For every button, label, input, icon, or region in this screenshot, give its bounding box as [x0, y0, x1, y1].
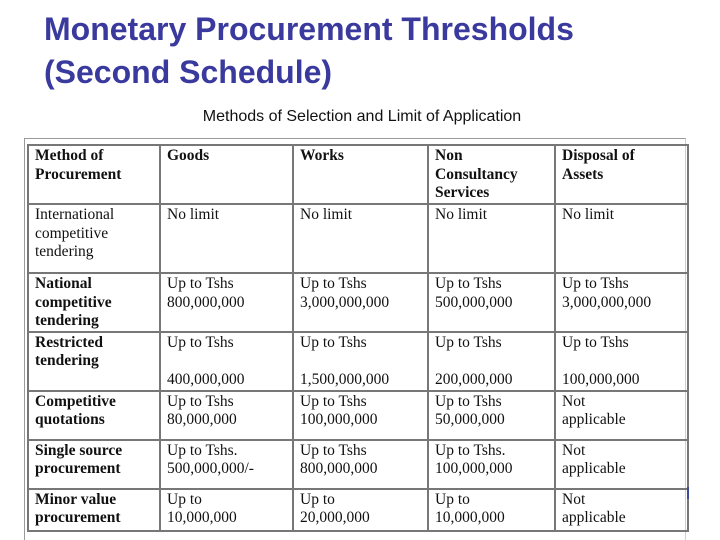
- cell-non-consultancy: Up to Tshs 50,000,000: [428, 391, 555, 440]
- cell-non-consultancy: Up to 10,000,000: [428, 489, 555, 531]
- cell-works: Up to Tshs 3,000,000,000: [293, 273, 428, 332]
- cell-method: Restricted tendering: [28, 332, 160, 391]
- cell-disposal: Up to Tshs 100,000,000: [555, 332, 688, 391]
- cell-works: Up to 20,000,000: [293, 489, 428, 531]
- cell-goods: Up to Tshs. 500,000,000/-: [160, 440, 293, 489]
- cell-method: National competitive tendering: [28, 273, 160, 332]
- header-works: Works: [293, 145, 428, 204]
- cell-goods: Up to Tshs 800,000,000: [160, 273, 293, 332]
- header-goods: Goods: [160, 145, 293, 204]
- cell-disposal: Not applicable: [555, 440, 688, 489]
- cell-works: Up to Tshs 1,500,000,000: [293, 332, 428, 391]
- cell-disposal: No limit: [555, 204, 688, 273]
- title-line-1: Monetary Procurement Thresholds: [44, 11, 574, 47]
- thresholds-table: [27, 144, 689, 532]
- table-row: [28, 440, 688, 489]
- header-method: Method of Procurement: [28, 145, 160, 204]
- cell-works: No limit: [293, 204, 428, 273]
- table-row: [28, 489, 688, 531]
- header-non-consultancy: Non Consultancy Services: [428, 145, 555, 204]
- cell-method: Minor value procurement: [28, 489, 160, 531]
- cell-disposal: Not applicable: [555, 391, 688, 440]
- cell-method: Single source procurement: [28, 440, 160, 489]
- table-header-row: [28, 145, 688, 204]
- cell-non-consultancy: Up to Tshs 200,000,000: [428, 332, 555, 391]
- cell-non-consultancy: No limit: [428, 204, 555, 273]
- slide-title: [44, 8, 574, 94]
- header-disposal: Disposal of Assets: [555, 145, 688, 204]
- cell-goods: Up to Tshs 400,000,000: [160, 332, 293, 391]
- cell-disposal: Not applicable: [555, 489, 688, 531]
- table-row: [28, 391, 688, 440]
- cell-disposal: Up to Tshs 3,000,000,000: [555, 273, 688, 332]
- table-row: [28, 204, 688, 273]
- cell-goods: Up to 10,000,000: [160, 489, 293, 531]
- table-caption: Methods of Selection and Limit of Application: [202, 108, 522, 125]
- edge-mark: [681, 487, 689, 499]
- cell-works: Up to Tshs 800,000,000: [293, 440, 428, 489]
- cell-goods: No limit: [160, 204, 293, 273]
- cell-non-consultancy: Up to Tshs 500,000,000: [428, 273, 555, 332]
- cell-goods: Up to Tshs 80,000,000: [160, 391, 293, 440]
- cell-works: Up to Tshs 100,000,000: [293, 391, 428, 440]
- table-row: [28, 273, 688, 332]
- table-row: [28, 332, 688, 391]
- cell-method: International competitive tendering: [28, 204, 160, 273]
- cell-non-consultancy: Up to Tshs. 100,000,000: [428, 440, 555, 489]
- cell-method: Competitive quotations: [28, 391, 160, 440]
- title-line-2: (Second Schedule): [44, 54, 333, 90]
